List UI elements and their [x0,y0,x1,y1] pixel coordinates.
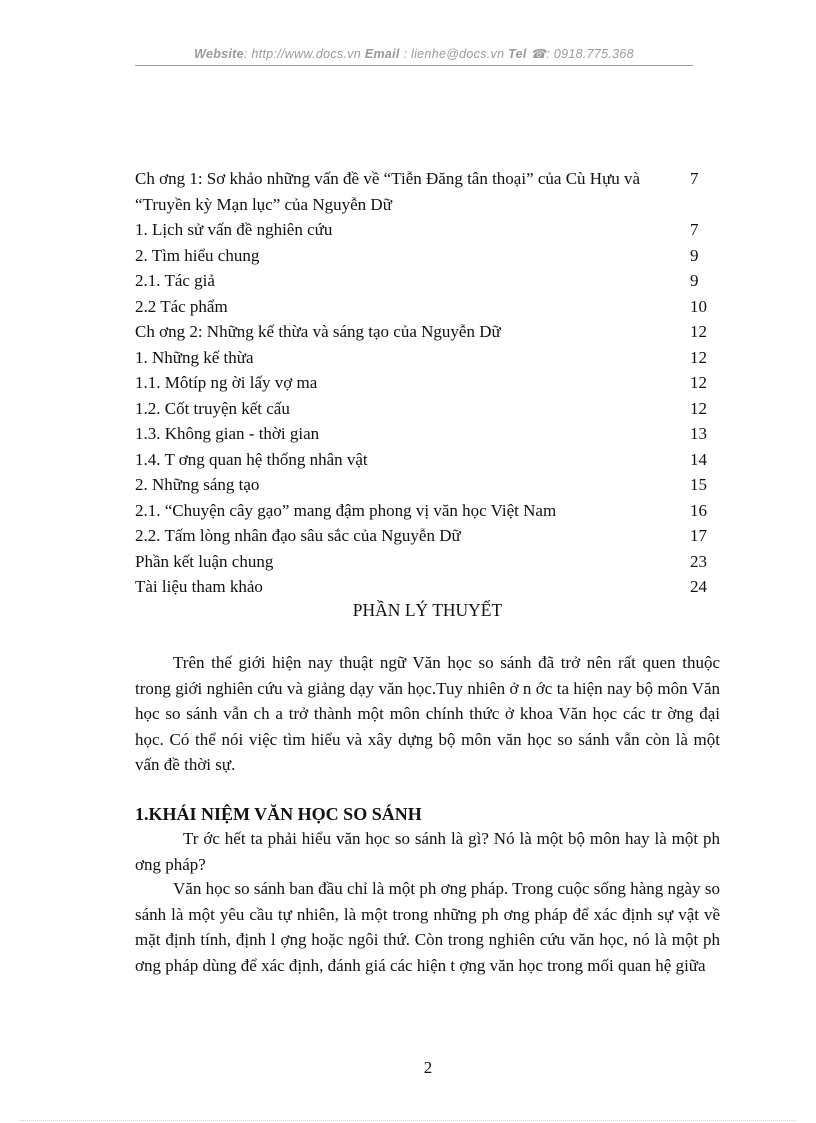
toc-entry [135,217,715,243]
toc-entry-page: 24 [690,577,707,596]
section-title: PHẦN LÝ THUYẾT [352,600,503,620]
toc-entry-title: 1.1. Môtíp ng ời lấy vợ ma [135,373,318,392]
toc-entry-page: 14 [690,449,707,469]
toc-entry-page: 10 [690,296,707,316]
page-header [135,46,693,61]
toc-entry-page: 7 [690,220,699,239]
toc-entry [135,268,715,294]
toc-entry [135,166,715,217]
paragraph-method: Văn học so sánh ban đầu chỉ là một ph ơng pháp. Trong cuộc sống hàng ngày so sánh là một yêu cầu tự nhiên, là một trong những ph ơng pháp để xác định sự vật về mặt định tính, định l ợng hoặc ngôi thứ. Còn trong nghiên cứu văn học, nó là một ph ơng pháp dùng để xác định, đánh giá các hiện t ợng văn học trong mối quan hệ giữa [135,879,720,975]
toc-entry-title: 2. Những sáng tạo [135,475,260,494]
email-label: Email [364,47,400,61]
email-value: : lienhe@docs.vn [403,47,505,61]
toc-entry-page: 7 [690,169,699,188]
toc-entry-title: 2. Tìm hiểu chung [135,245,260,265]
toc-entry [135,345,715,371]
toc-entry [135,370,715,396]
toc-entry-title: Tài liệu tham khảo [135,577,263,596]
intro-paragraph: Trên thế giới hiện nay thuật ngữ Văn học so sánh đã trở nên rất quen thuộc trong giới nghiên cứu và giảng dạy văn học.Tuy nhiên ở n ớc ta hiện nay bộ môn Văn học so sánh vẫn ch a trở thành một môn chính thức ở khoa Văn học các tr ờng đại học. Có thể nói việc tìm hiểu và xây dựng bộ môn văn học so sánh vẫn còn là một vấn đề thời sự. [135,653,720,775]
tel-value: ☎: 0918.775.368 [530,47,634,61]
toc-entry-page: 23 [690,551,707,571]
paragraph-definition-question: Tr ớc hết ta phải hiểu văn học so sánh là gì? Nó là một bộ môn hay là một ph ơng pháp? [135,829,720,874]
toc-entry-title: Ch ơng 1: Sơ khảo những vấn đề về “Tiễn Đăng tân thoại” của Cù Hựu và “Truyền kỳ Mạn lục” của Nguyễn Dữ [135,169,641,214]
toc-entry-title: 1. Những kế thừa [135,347,254,367]
table-of-contents [135,166,715,600]
toc-entry [135,549,715,575]
toc-entry-title: Ch ơng 2: Những kế thừa và sáng tạo của Nguyễn Dữ [135,322,501,341]
toc-entry [135,421,715,447]
toc-entry-title: 2.1. Tác giả [135,271,215,290]
toc-entry [135,294,715,320]
toc-entry [135,243,715,269]
website-value: : http://www.docs.vn [243,47,362,61]
toc-entry-page: 12 [690,373,707,392]
toc-entry-page: 9 [690,271,699,290]
toc-entry [135,472,715,498]
toc-entry-page: 12 [690,398,707,418]
website-label: Website [194,47,244,61]
toc-entry-title: 2.2 Tác phẩm [135,296,228,316]
toc-entry [135,319,715,345]
toc-entry [135,574,715,600]
toc-entry [135,396,715,422]
toc-entry [135,498,715,524]
tel-label: Tel [508,47,527,61]
heading-concept: 1.KHÁI NIỆM VĂN HỌC SO SÁNH [135,804,422,824]
toc-entry-title: 1.4. T ơng quan hệ thống nhân vật [135,449,368,469]
toc-entry-page: 17 [690,526,707,545]
toc-entry-title: Phần kết luận chung [135,551,274,571]
toc-entry-page: 16 [690,500,707,520]
toc-entry-title: 2.1. “Chuyện cây gạo” mang đậm phong vị văn học Việt Nam [135,500,557,520]
toc-entry [135,447,715,473]
toc-entry-title: 1.3. Không gian - thời gian [135,424,320,443]
toc-entry-page: 13 [690,424,707,443]
header-divider [135,65,693,66]
toc-entry-title: 2.2. Tấm lòng nhân đạo sâu sắc của Nguyễn Dữ [135,526,461,545]
toc-entry-page: 9 [690,245,699,265]
toc-entry-page: 12 [690,347,707,367]
toc-entry-page: 15 [690,475,707,494]
toc-entry-title: 1. Lịch sử vấn đề nghiên cứu [135,220,333,239]
toc-entry [135,523,715,549]
toc-entry-title: 1.2. Cốt truyện kết cấu [135,398,290,418]
toc-entry-page: 12 [690,322,707,341]
page-number: 2 [423,1058,433,1077]
footer-divider [20,1120,796,1121]
